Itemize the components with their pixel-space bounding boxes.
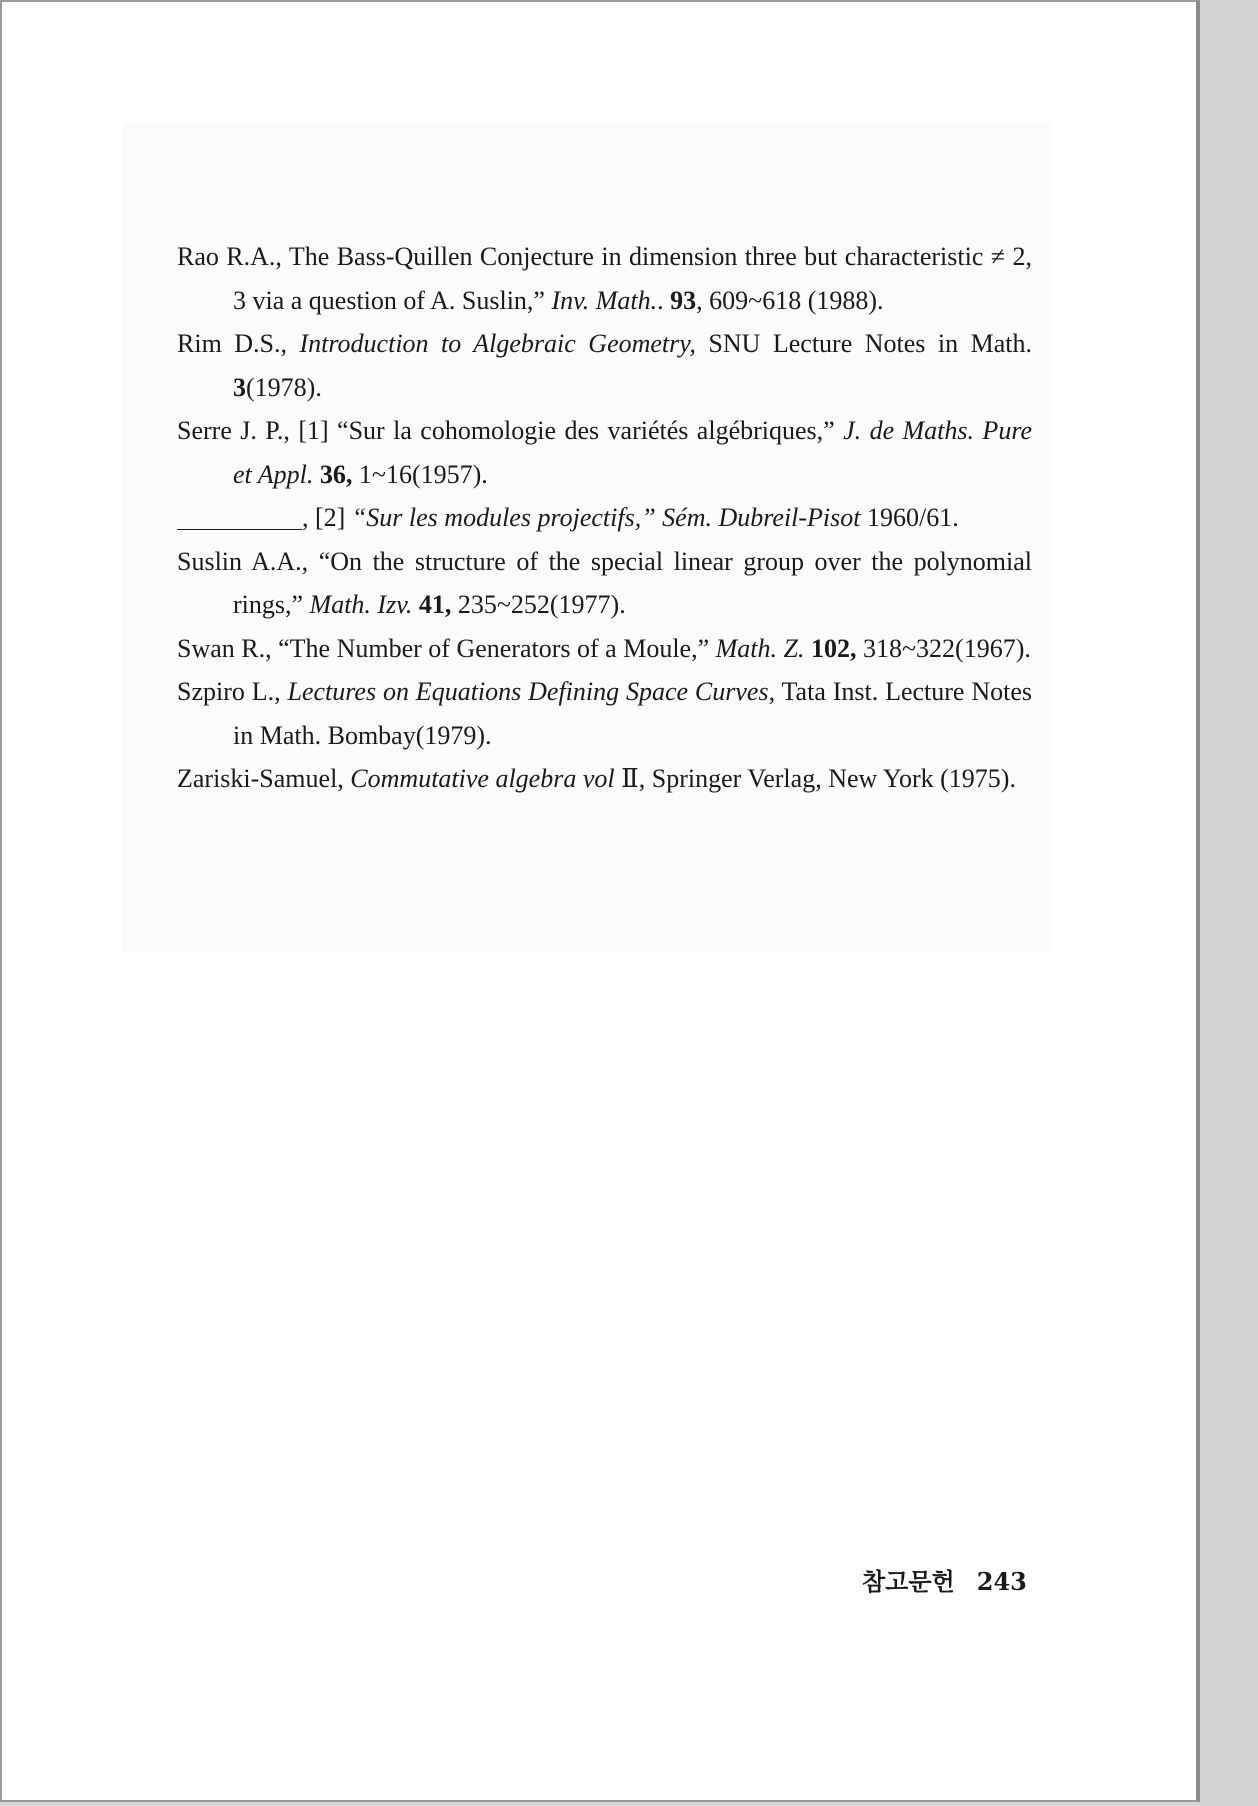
page-number: 243 [976,1567,1027,1596]
reference-entry-serre-2 [177,496,1032,540]
ref-text: The Bass-Quillen Conjecture in dimension three but characteristic ≠ 2, 3 via a question of A. Suslin,” [233,242,1032,315]
ref-text: , [2] [302,503,352,532]
ditto-rule [177,529,302,530]
ref-title: Commutative algebra vol [350,764,615,793]
ref-text: 318~322(1967). [856,633,1031,663]
reference-entry-rao [177,235,1032,322]
ref-author: Serre J. P., [177,416,299,445]
ref-text: , 609~618 (1988). [696,285,884,315]
reference-entry-rim [177,322,1032,409]
ref-author: Szpiro L., [177,677,288,706]
ref-volume: 102, [810,633,857,663]
reference-entry-swan [177,627,1032,671]
ref-volume: 36, [319,459,353,489]
ref-text: . [657,285,671,315]
reference-entry-zariski [177,757,1032,801]
ref-journal: Math. Izv. [309,590,413,619]
ref-text: Ⅱ, Springer Verlag, New York (1975). [614,764,1016,793]
reference-entry-szpiro [177,670,1032,757]
reference-entry-serre-1 [177,409,1032,496]
ref-text: “On the structure of the special linear group over the polynomial rings,” [233,546,1033,619]
ref-title: Introduction to Algebraic Geometry, [299,329,696,358]
ref-text: 1~16(1957). [352,459,488,489]
ref-author: Zariski-Samuel, [177,764,351,793]
ref-journal: Inv. Math. [551,285,658,315]
ref-text: SNU Lecture Notes in Math. [695,329,1032,358]
ref-volume: 41, [418,590,452,619]
ref-title: Lectures on Equations Defining Space Curves, [287,677,776,706]
ref-author: Rim D.S., [177,329,300,358]
reference-list [177,235,1032,801]
ref-volume: 3 [233,372,246,402]
ref-author: Rao R.A., [177,242,289,271]
ref-text: 235~252(1977). [451,590,626,619]
ref-text: 1960/61. [860,503,959,532]
ref-title: “Sur les modules projectifs,” Sém. Dubreil-Pisot [351,503,861,532]
ref-journal: J. de Maths. Pure et Appl. [233,416,1033,489]
ref-journal: Math. Z. [715,633,805,663]
running-section-title: 참고문헌 [862,1567,955,1596]
reference-entry-suslin [177,540,1032,627]
ref-text: (1978). [246,372,322,402]
page-footer [862,1562,1027,1597]
ref-volume: 93 [670,285,697,315]
ref-author: Suslin A.A., [177,546,319,576]
ref-text: “The Number of Generators of a Moule,” [278,633,716,663]
ref-author: Swan R., [177,633,279,663]
ref-text: [1] “Sur la cohomologie des variétés algébriques,” [298,416,844,445]
ref-text: Tata Inst. Lecture Notes in Math. Bombay(1979). [233,677,1033,750]
